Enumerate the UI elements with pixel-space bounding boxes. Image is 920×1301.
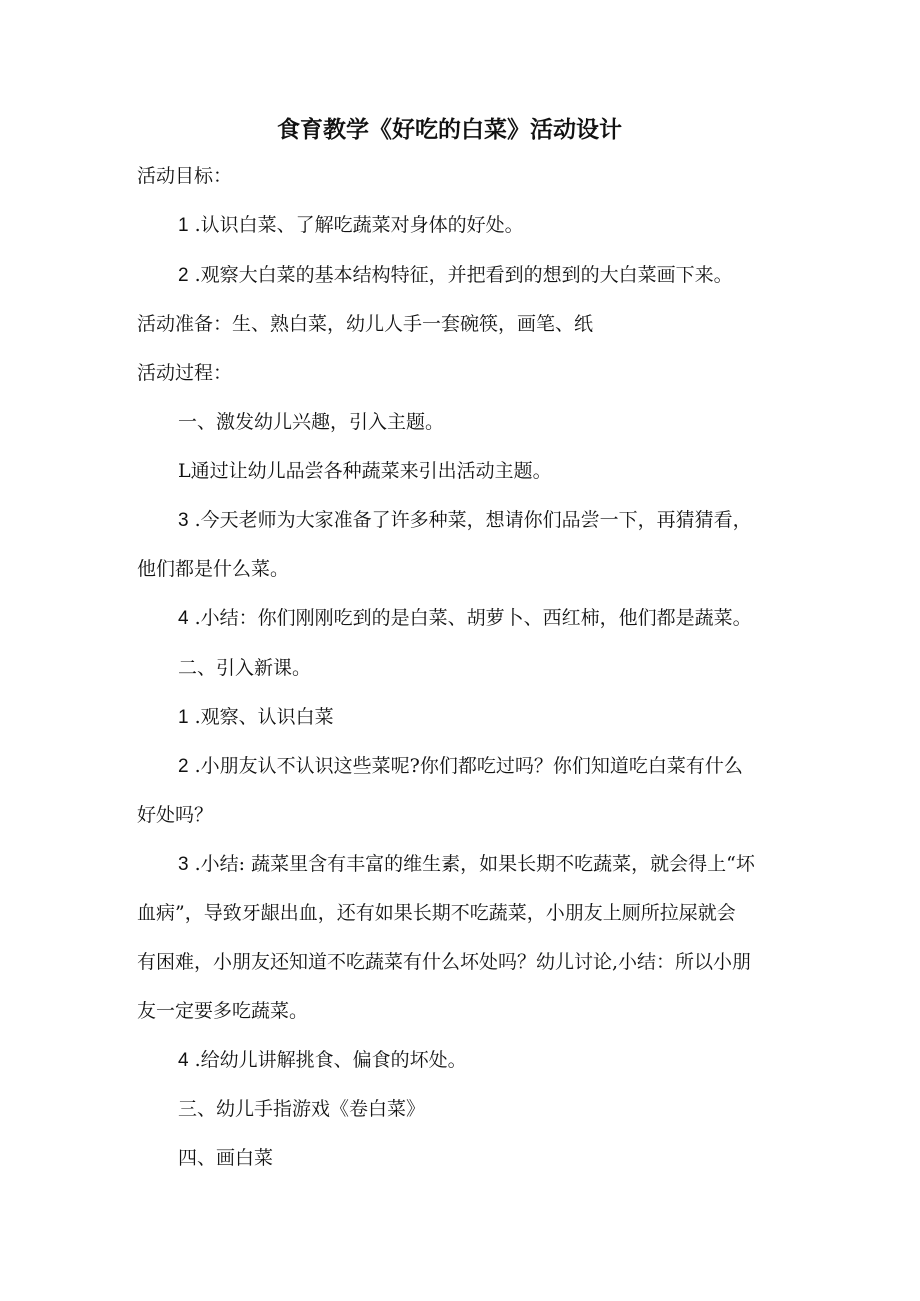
list-number: 3 — [178, 510, 189, 531]
list-number: 2 — [178, 756, 189, 777]
goals-heading: 活动目标： — [137, 165, 233, 187]
step-one-item-3 — [178, 508, 752, 533]
goal-item-2 — [178, 263, 733, 288]
step-one-item-1: L通过让幼儿品尝各种蔬菜来引出活动主题。 — [178, 460, 552, 482]
preparation-line: 活动准备：生、熟白菜，幼儿人手一套碗筷，画笔、纸 — [137, 313, 594, 335]
step-two-heading: 二、引入新课。 — [178, 657, 312, 679]
step-four-heading: 四、画白菜 — [178, 1147, 274, 1169]
step-two-item-3-continued: 有困难，小朋友还知道不吃蔬菜有什么坏处吗？幼儿讨论,小结：所以小朋 — [137, 951, 752, 973]
list-text: .观察大白菜的基本结构特征，并把看到的想到的大白菜画下来。 — [194, 264, 733, 286]
step-two-item-2-continued: 好处吗？ — [137, 804, 214, 826]
step-two-item-1 — [178, 705, 334, 730]
list-text: .小结：你们刚刚吃到的是白菜、胡萝卜、西红柿，他们都是蔬菜。 — [194, 607, 752, 629]
list-text: .今天老师为大家准备了许多种菜，想请你们品尝一下，再猜猜看， — [194, 509, 752, 531]
list-text: .给幼儿讲解挑食、偏食的坏处。 — [194, 1049, 467, 1071]
list-text: .认识白菜、了解吃蔬菜对身体的好处。 — [194, 214, 524, 236]
list-text: .小结: 蔬菜里含有丰富的维生素，如果长期不吃蔬菜，就会得上“坏 — [194, 853, 755, 875]
list-number: 1 — [178, 707, 189, 728]
step-one-item-4 — [178, 606, 752, 631]
list-number: 2 — [178, 265, 189, 286]
step-two-item-4 — [178, 1048, 467, 1073]
step-two-item-2 — [178, 754, 743, 779]
list-text: .观察、认识白菜 — [194, 706, 334, 728]
list-text: .小朋友认不认识这些菜呢?你们都吃过吗？你们知道吃白菜有什么 — [194, 755, 743, 777]
list-number: 4 — [178, 1050, 189, 1071]
list-number: 4 — [178, 608, 189, 629]
step-one-item-3-continued: 他们都是什么菜。 — [137, 558, 290, 580]
goal-item-1 — [178, 213, 524, 238]
step-one-heading: 一、激发幼儿兴趣，引入主题。 — [178, 411, 445, 433]
step-two-item-3 — [178, 852, 755, 877]
process-heading: 活动过程： — [137, 362, 233, 384]
list-number: 3 — [178, 854, 189, 875]
step-three-heading: 三、幼儿手指游戏《卷白菜》 — [178, 1098, 426, 1120]
step-two-item-3-continued: 友一定要多吃蔬菜。 — [137, 1000, 309, 1022]
list-number: 1 — [178, 215, 189, 236]
document-title: 食育教学《好吃的白菜》活动设计 — [277, 116, 622, 143]
step-two-item-3-continued: 血病”，导致牙龈出血，还有如果长期不吃蔬菜，小朋友上厕所拉屎就会 — [137, 902, 736, 924]
